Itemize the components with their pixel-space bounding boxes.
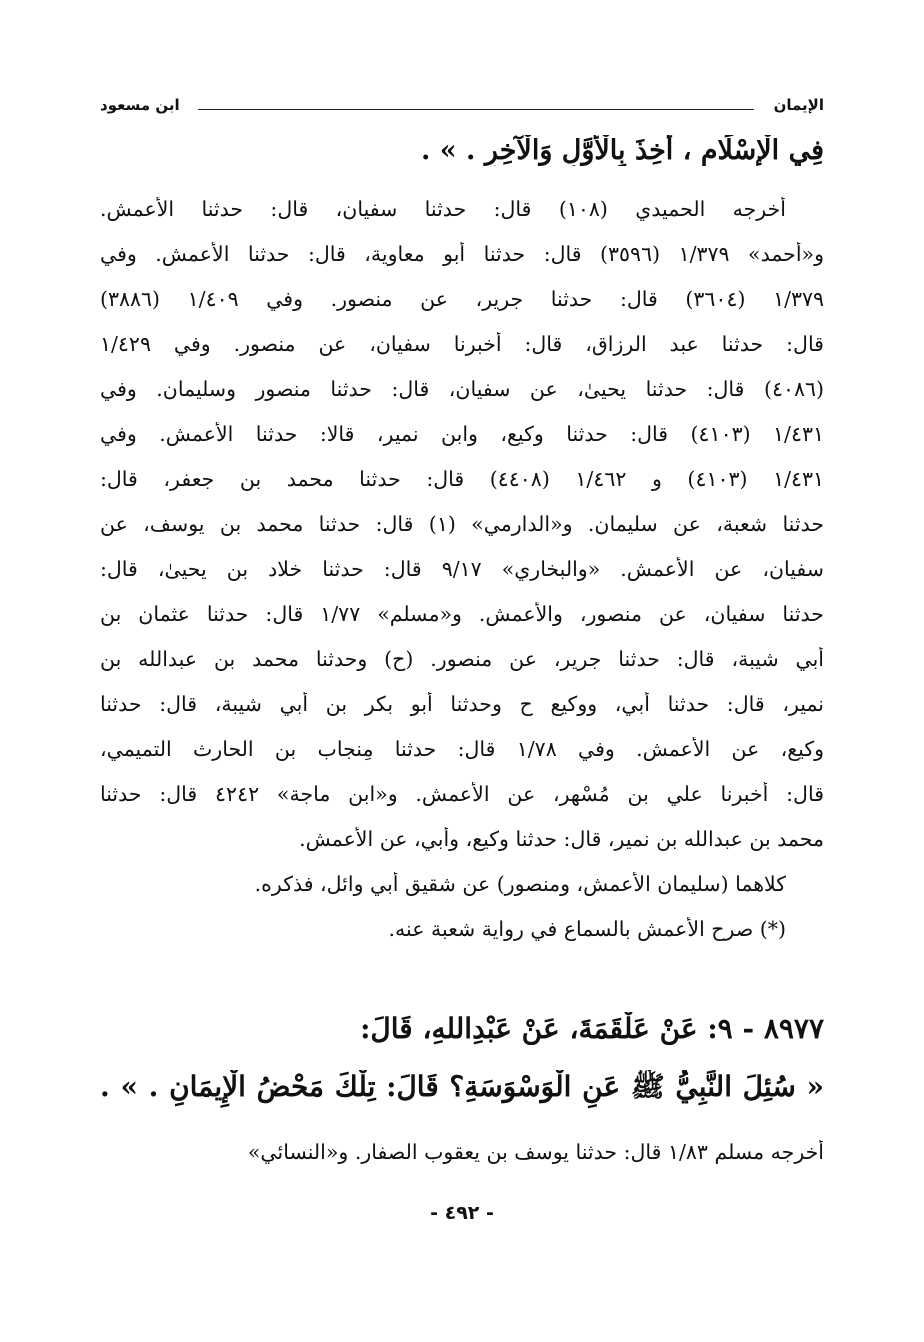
takhrij-line: ١/٤٣١ (٤١٠٣) و ١/٤٦٢ (٤٤٠٨) قال: حدثنا محمد بن جعفر، قال:	[100, 467, 824, 491]
takhrij-line: أبي شيبة، قال: حدثنا جرير، عن منصور. (ح) وحدثنا محمد بن عبدالله بن	[100, 647, 824, 671]
hadith-takhrij-line: أخرجه مسلم ١/٨٣ قال: حدثنا يوسف بن يعقوب الصفار. و«النسائي»	[247, 1140, 824, 1164]
takhrij-line: ١/٣٧٩ (٣٦٠٤) قال: حدثنا جرير، عن منصور. وفي ١/٤٠٩ (٣٨٨٦)	[100, 287, 824, 311]
takhrij-line: قال: أخبرنا علي بن مُسْهِر، عن الأعمش. و«ابن ماجة» ٤٢٤٢ قال: حدثنا	[100, 782, 824, 806]
verse-continuation: فِي الْإِسْلَامِ ، أُخِذَ بِالْأَوَّلِ وَالْآخِرِ . » .	[420, 135, 824, 166]
takhrij-line: سفيان، عن الأعمش. «والبخاري» ٩/١٧ قال: حدثنا خلاد بن يحيىٰ، قال:	[100, 557, 824, 581]
takhrij-line: (٤٠٨٦) قال: حدثنا يحيىٰ، عن سفيان، قال: حدثنا منصور وسليمان. وفي	[100, 377, 824, 401]
takhrij-line: محمد بن عبدالله بن نمير، قال: حدثنا وكيع، وأبي، عن الأعمش.	[299, 827, 824, 851]
header-rule	[198, 109, 754, 110]
page-number: - ٤٩٢ -	[430, 1202, 494, 1224]
takhrij-line: قال: حدثنا عبد الرزاق، قال: أخبرنا سفيان، عن منصور. وفي ١/٤٢٩	[100, 332, 824, 356]
summary-line: كلاهما (سليمان الأعمش، ومنصور) عن شقيق أبي وائل، فذكره.	[254, 872, 786, 896]
takhrij-line: حدثنا شعبة، عن سليمان. و«الدارمي» (١) قال: حدثنا محمد بن يوسف، عن	[100, 512, 824, 536]
section-title: ابن مسعود	[100, 96, 180, 114]
hadith-heading: ٨٩٧٧ - ٩: عَنْ عَلْقَمَةَ، عَنْ عَبْدِاللهِ، قَالَ:	[360, 1012, 824, 1045]
note-line: (*) صرح الأعمش بالسماع في رواية شعبة عنه.	[388, 917, 786, 941]
takhrij-line: ١/٤٣١ (٤١٠٣) قال: حدثنا وكيع، وابن نمير، قالا: حدثنا الأعمش. وفي	[100, 422, 824, 446]
hadith-text: « سُئِلَ النَّبِيُّ ﷺ عَنِ الْوَسْوَسَةِ؟ قَالَ: تِلْكَ مَحْضُ الْإِيمَانِ . » .	[100, 1070, 824, 1103]
takhrij-line: نمير، قال: حدثنا أبي، ووكيع ح وحدثنا أبو بكر بن أبي شيبة، قال: حدثنا	[100, 692, 824, 716]
takhrij-line: حدثنا سفيان، عن منصور، والأعمش. و«مسلم» ١/٧٧ قال: حدثنا عثمان بن	[100, 602, 824, 626]
takhrij-line: أخرجه الحميدي (١٠٨) قال: حدثنا سفيان، قال: حدثنا الأعمش.	[100, 197, 786, 221]
takhrij-line: وكيع، عن الأعمش. وفي ١/٧٨ قال: حدثنا مِنجاب بن الحارث التميمي،	[100, 737, 824, 761]
running-header	[100, 92, 824, 114]
takhrij-line: و«أحمد» ١/٣٧٩ (٣٥٩٦) قال: حدثنا أبو معاوية، قال: حدثنا الأعمش. وفي	[100, 242, 824, 266]
chapter-title: الإيمان	[773, 96, 824, 114]
